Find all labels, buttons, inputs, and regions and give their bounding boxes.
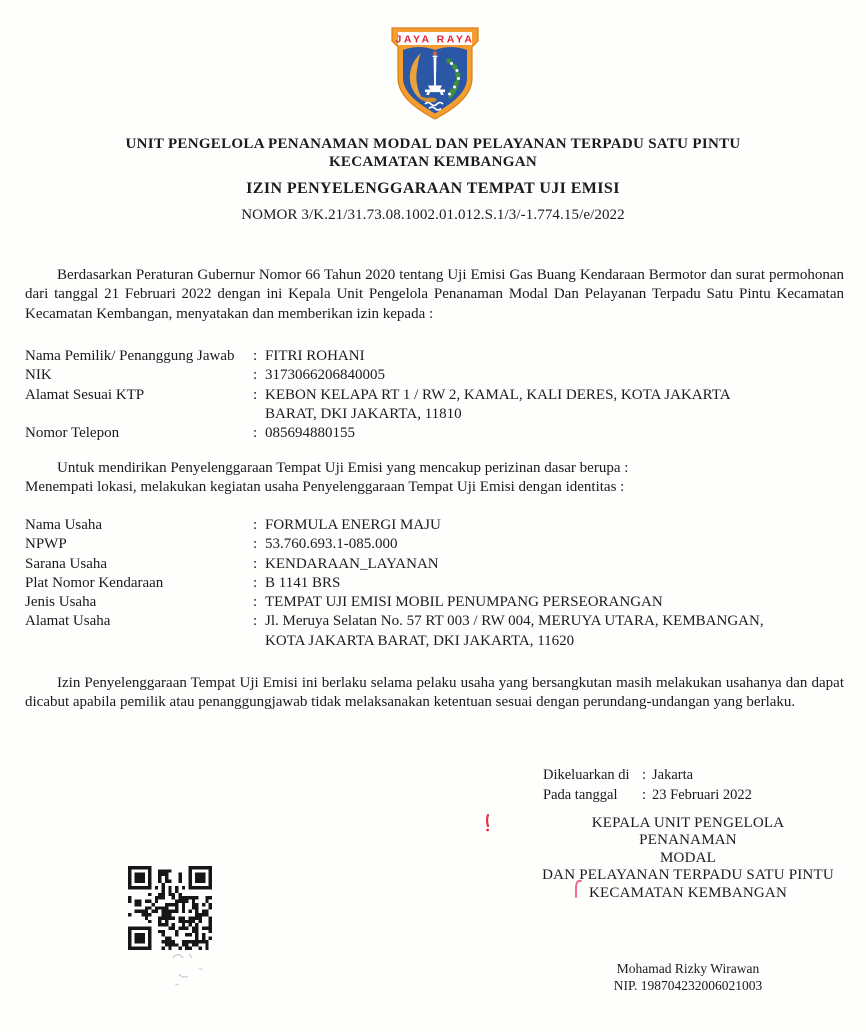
paragraph-legal-basis: Berdasarkan Peraturan Gubernur Nomor 66 Tahun 2020 tentang Uji Emisi Gas Buang Kendaraan Bermotor dan surat permohonan dari tanggal 21 Februari 2022 dengan ini Kepala Unit Pengelola Penanaman Modal Dan Pelayanan Terpadu Satu Pintu Kecamatan Kecamatan Kembangan, menyatakan dan memberikan izin kepada : bbox=[25, 267, 844, 322]
signatory-name: Mohamad Rizky Wirawan bbox=[616, 961, 760, 976]
paragraph-validity: Izin Penyelenggaraan Tempat Uji Emisi ini berlaku selama pelaku usaha yang bersangkutan masih melakukan usahanya dan dapat dicabut apabila pemilik atau penanggungjawab tidak melaksanakan ketentuan sesuai dengan perundang-undangan yang berlaku. bbox=[25, 675, 844, 711]
field-colon: : bbox=[253, 594, 258, 611]
table-row bbox=[25, 574, 844, 593]
table-row bbox=[25, 366, 844, 385]
field-label: Nomor Telepon bbox=[25, 425, 120, 442]
signatory-title-line: KEPALA UNIT PENGELOLA PENANAMAN bbox=[591, 815, 785, 849]
issued-at-label: Dikeluarkan di bbox=[543, 767, 630, 783]
purpose-line1: Untuk mendirikan Penyelenggaraan Tempat Uji Emisi yang mencakup perizinan dasar berupa : bbox=[57, 460, 629, 476]
issued-date-row bbox=[543, 786, 752, 806]
issued-date-label: Pada tanggal bbox=[543, 786, 618, 803]
field-colon: : bbox=[253, 555, 258, 572]
table-row bbox=[25, 386, 844, 425]
field-colon: : bbox=[253, 386, 258, 403]
field-colon: : bbox=[253, 517, 258, 533]
field-value: KEBON KELAPA RT 1 / RW 2, KAMAL, KALI DERES, KOTA JAKARTA BARAT, DKI JAKARTA, 11810 bbox=[265, 386, 730, 422]
field-label: NIK bbox=[25, 367, 52, 384]
table-row bbox=[25, 516, 844, 535]
field-colon: : bbox=[253, 574, 258, 591]
document-title: IZIN PENYELENGGARAAN TEMPAT UJI EMISI bbox=[246, 180, 620, 197]
jakarta-coat-of-arms-icon bbox=[383, 26, 487, 123]
field-colon: : bbox=[253, 348, 258, 364]
document-number: NOMOR 3/K.21/31.73.08.1002.01.012.S.1/3/-1.774.15/e/2022 bbox=[241, 207, 625, 223]
field-value: FORMULA ENERGI MAJU bbox=[265, 517, 441, 533]
agency-name bbox=[0, 135, 866, 171]
table-row bbox=[25, 555, 844, 574]
red-ink-mark bbox=[483, 814, 493, 839]
field-colon: : bbox=[253, 536, 258, 553]
field-label: NPWP bbox=[25, 536, 67, 553]
table-row bbox=[25, 535, 844, 554]
issuance-block bbox=[543, 766, 752, 805]
field-colon: : bbox=[253, 367, 258, 384]
field-value: KENDARAAN_LAYANAN bbox=[265, 555, 439, 572]
purpose-line2: Menempati lokasi, melakukan kegiatan usaha Penyelenggaraan Tempat Uji Emisi dengan identitas : bbox=[25, 479, 625, 496]
field-value: 53.760.693.1-085.000 bbox=[265, 536, 398, 553]
field-colon: : bbox=[642, 786, 647, 803]
field-value: 085694880155 bbox=[265, 425, 355, 442]
qr-code bbox=[128, 866, 212, 950]
pink-ink-mark bbox=[571, 879, 585, 904]
business-fields-table bbox=[25, 516, 844, 651]
signatory-title-line: DAN PELAYANAN TERPADU SATU PINTU bbox=[542, 867, 834, 884]
field-label: Sarana Usaha bbox=[25, 555, 108, 572]
paragraph-purpose bbox=[25, 459, 844, 498]
issued-date-value: 23 Februari 2022 bbox=[652, 786, 752, 803]
table-row bbox=[25, 424, 844, 443]
issued-at-value: Jakarta bbox=[652, 767, 694, 783]
logo-motto: JAYA RAYA bbox=[395, 33, 475, 46]
field-label: Nama Usaha bbox=[25, 517, 103, 533]
field-colon: : bbox=[642, 767, 647, 783]
field-label: Alamat Usaha bbox=[25, 613, 111, 630]
signatory-nip: NIP. 198704232006021003 bbox=[613, 978, 763, 993]
agency-line1: UNIT PENGELOLA PENANAMAN MODAL DAN PELAYANAN TERPADU SATU PINTU bbox=[125, 136, 741, 152]
field-label: Plat Nomor Kendaraan bbox=[25, 574, 164, 591]
signatory-title-line: KECAMATAN KEMBANGAN bbox=[588, 884, 788, 901]
owner-fields-table bbox=[25, 347, 844, 443]
field-colon: : bbox=[253, 613, 258, 630]
signatory-title-line: MODAL bbox=[660, 849, 716, 866]
field-label: Nama Pemilik/ Penanggung Jawab bbox=[25, 348, 235, 364]
table-row bbox=[25, 347, 844, 366]
field-label: Alamat Sesuai KTP bbox=[25, 386, 145, 403]
table-row bbox=[25, 593, 844, 612]
table-row bbox=[25, 612, 844, 651]
signatory-name-block bbox=[540, 960, 836, 994]
pencil-smudge-mark bbox=[165, 950, 221, 995]
field-value: TEMPAT UJI EMISI MOBIL PENUMPANG PERSEORANGAN bbox=[265, 594, 663, 611]
field-colon: : bbox=[253, 425, 258, 442]
agency-line2: KECAMATAN KEMBANGAN bbox=[328, 154, 538, 170]
issued-at-row bbox=[543, 766, 752, 786]
field-value: Jl. Meruya Selatan No. 57 RT 003 / RW 004, MERUYA UTARA, KEMBANGAN, KOTA JAKARTA BARAT, DKI JAKARTA, 11620 bbox=[265, 613, 764, 649]
field-value: B 1141 BRS bbox=[265, 574, 341, 591]
field-value: FITRI ROHANI bbox=[265, 348, 365, 364]
field-label: Jenis Usaha bbox=[25, 594, 97, 611]
field-value: 3173066206840005 bbox=[265, 367, 385, 384]
signatory-title bbox=[542, 815, 834, 902]
